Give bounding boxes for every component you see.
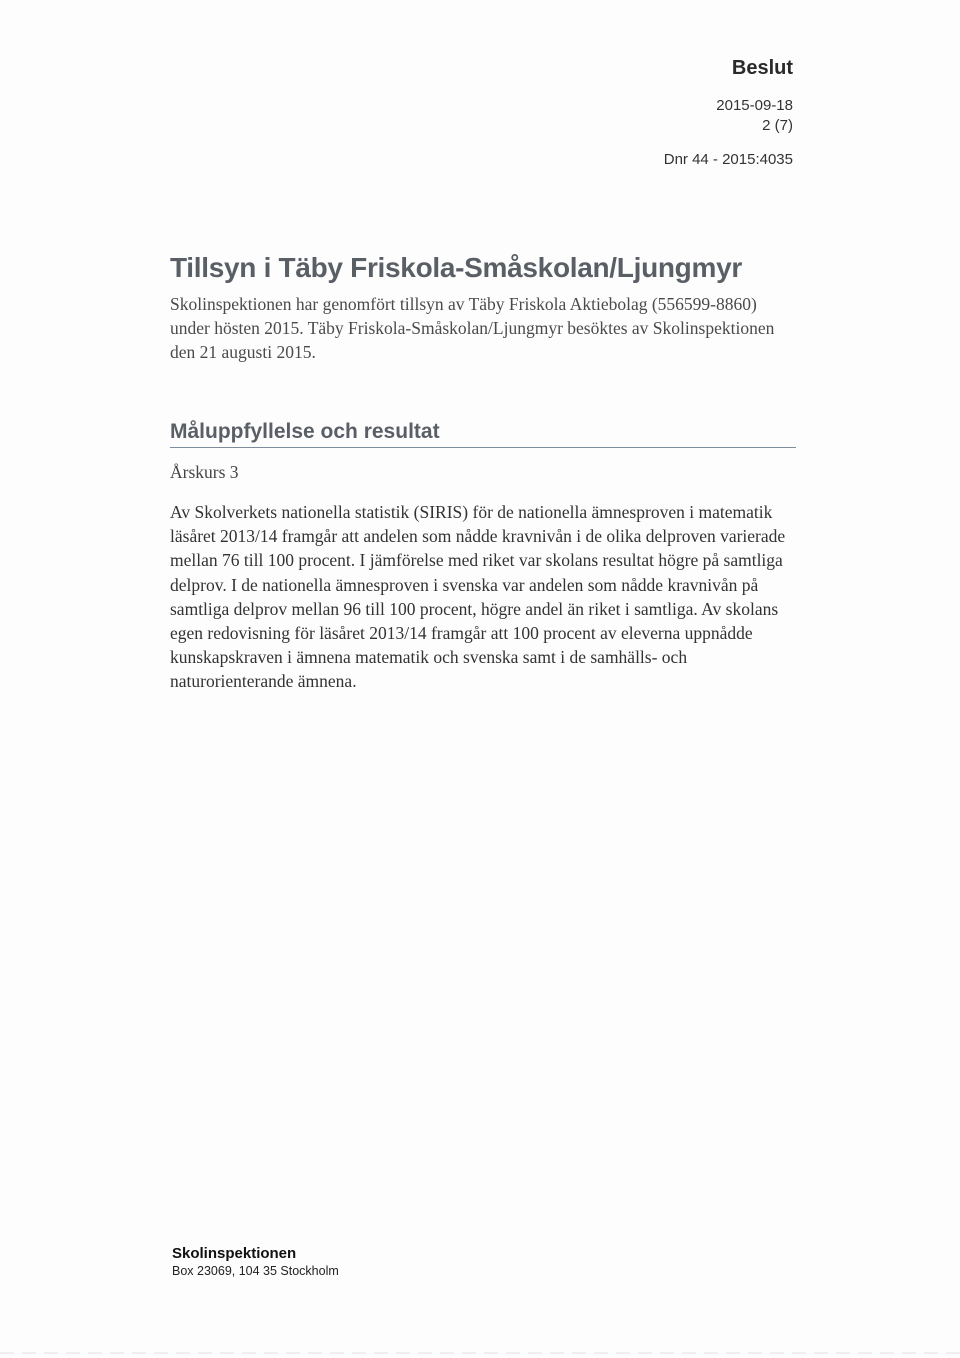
footer-address: Box 23069, 104 35 Stockholm	[172, 1264, 339, 1278]
document-type: Beslut	[731, 57, 793, 79]
body-paragraph: Av Skolverkets nationella statistik (SIRIS) för de nationella ämnesproven i matematik läsåret 2013/14 framgår att andelen som nådde kravnivån i de olika delproven varierade mellan 76 till 100 procent. I jämförelse med riket var skolans resultat högre på samtliga delprov. I de nationella ämnesproven i svenska var andelen som nådde kravnivån på samtliga delprov mellan 96 till 100 procent, högre andel än riket i samtliga. Av skolans egen redovisning för läsåret 2013/14 framgår att 100 procent av eleverna uppnådde kunskapskraven i ämnena matematik och svenska samt i de samhälls- och naturorienterande ämnena.	[170, 502, 786, 692]
intro-paragraph: Skolinspektionen har genomfört tillsyn av Täby Friskola Aktiebolag (556599-8860) under hösten 2015. Täby Friskola-Småskolan/Ljungmyr besöktes av Skolinspektionen den 21 augusti 2015.	[170, 294, 775, 362]
section-heading: Måluppfyllelse och resultat	[170, 420, 796, 448]
subheading: Årskurs 3	[170, 462, 239, 482]
document-header	[664, 56, 793, 170]
registration-number: Dnr 44 - 2015:4035	[663, 151, 793, 168]
footer	[172, 1244, 339, 1279]
page-number: 2 (7)	[762, 117, 793, 134]
footer-organization: Skolinspektionen	[172, 1245, 297, 1262]
scan-edge-artifact	[0, 1352, 960, 1354]
document-date: 2015-09-18	[716, 97, 793, 114]
page-title: Tillsyn i Täby Friskola-Småskolan/Ljungmyr	[170, 252, 742, 283]
